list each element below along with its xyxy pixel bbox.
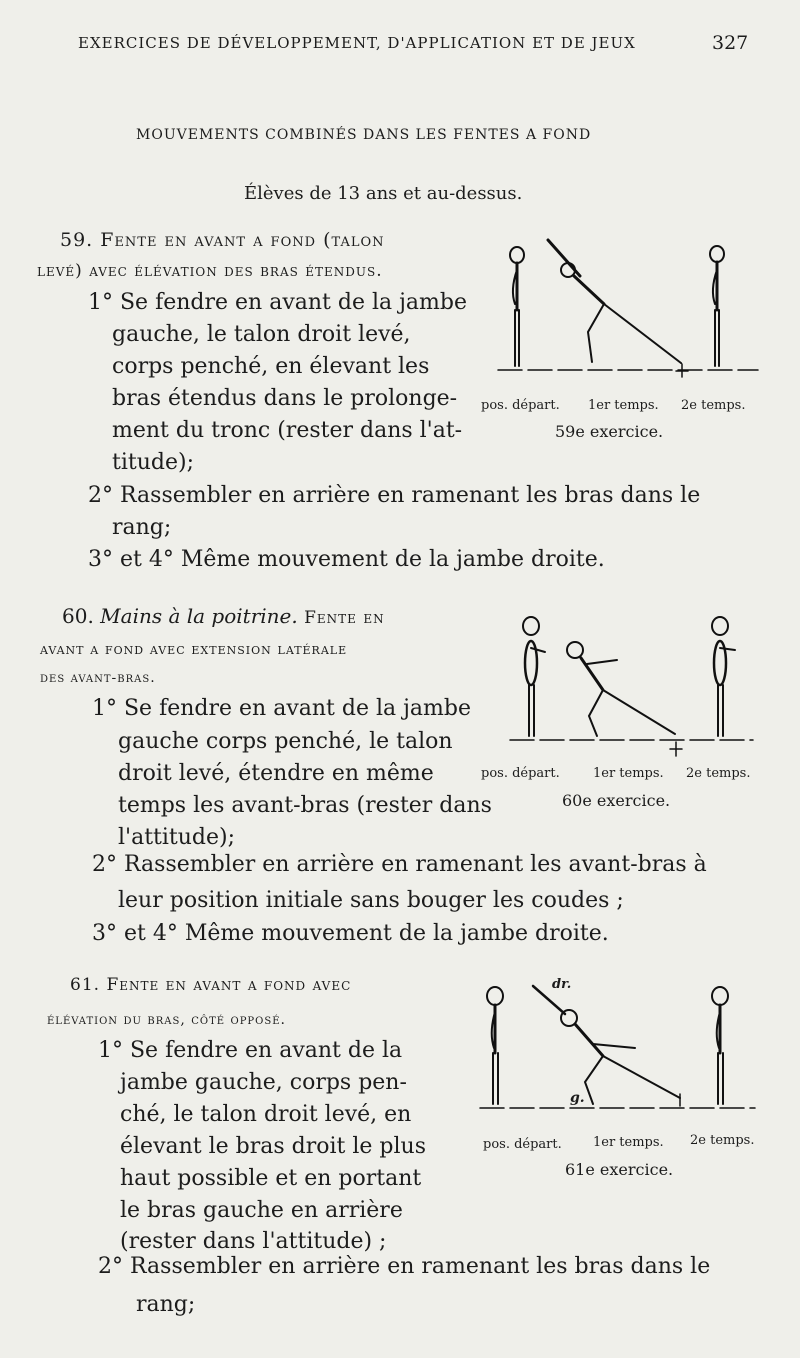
ex61-label-first: 1er temps. [593,1135,664,1150]
ex61-heading-1: 61. Fente en avant a fond avec [70,975,352,995]
ex60-heading-line-1 [62,604,385,628]
ex59-label-start: pos. départ. [481,398,560,413]
ex60-line-3: droit levé, étendre en même [118,761,434,786]
ex61-line-8: 2° Rassembler en arrière en ramenant les bras dans le [98,1254,711,1279]
ex60-line-5: l'attitude); [118,825,236,850]
ex59-line-4: bras étendus dans le prolonge- [112,386,458,411]
section-subtitle: Élèves de 13 ans et au-dessus. [244,183,523,204]
ex61-label-start: pos. départ. [483,1137,562,1152]
ex60-figure-illustration [505,608,760,758]
ex61-caption: 61e exercice. [565,1160,674,1179]
running-title: EXERCICES DE DÉVELOPPEMENT, D'APPLICATION ET DE JEUX [78,34,636,52]
ex60-line-1: 1° Se fendre en avant de la jambe [92,696,472,721]
ex60-caption: 60e exercice. [562,791,671,810]
ex60-heading-1-rest: Fente en [304,608,385,628]
ex60-line-6: 2° Rassembler en arrière en ramenant les avant-bras à [92,852,707,877]
ex59-line-2: gauche, le talon droit levé, [112,322,411,347]
ex61-line-4: élevant le bras droit le plus [120,1134,427,1159]
ex60-label-second: 2e temps. [686,766,751,781]
ex61-line-5: haut possible et en portant [120,1166,422,1191]
ex60-line-7: leur position initiale sans bouger les coudes ; [118,888,624,913]
section-title: MOUVEMENTS COMBINÉS DANS LES FENTES A FOND [136,127,592,143]
ex59-line-9: 3° et 4° Même mouvement de la jambe droite. [88,547,605,572]
ex61-line-9: rang; [136,1292,196,1317]
ex59-line-7: 2° Rassembler en arrière en ramenant les bras dans le [88,483,701,508]
ex60-line-2: gauche corps penché, le talon [118,729,453,754]
ex61-line-2: jambe gauche, corps pen- [120,1070,407,1095]
ex61-line-3: ché, le talon droit levé, en [120,1102,412,1127]
ex61-line-1: 1° Se fendre en avant de la [98,1038,403,1063]
ex59-line-8: rang; [112,515,172,540]
ex61-figure-illustration [475,978,760,1113]
ex59-heading-1: 59. Fente en avant a fond (talon [60,229,385,251]
ex60-line-8: 3° et 4° Même mouvement de la jambe droite. [92,921,609,946]
ex60-label-first: 1er temps. [593,766,664,781]
ex61-heading-2: élévation du bras, côté opposé. [47,1012,286,1028]
ex59-figure-illustration [488,232,768,387]
ex59-label-first: 1er temps. [588,398,659,413]
ex60-line-4: temps les avant-bras (rester dans [118,793,492,818]
ex59-line-3: corps penché, en élevant les [112,354,430,379]
ex60-number: 60. [62,604,94,628]
ex61-line-7: (rester dans l'attitude) ; [120,1229,387,1254]
ex61-mark-dr: dr. [552,977,572,992]
ex61-mark-g: g. [570,1090,585,1106]
page-number: 327 [712,32,749,54]
ex61-label-second: 2e temps. [690,1133,755,1148]
ex59-heading-2: levé) avec élévation des bras étendus. [37,261,383,281]
ex60-heading-2: avant a fond avec extension latérale [40,640,348,658]
ex61-line-6: le bras gauche en arrière [120,1198,403,1223]
ex59-line-6: titude); [112,450,194,475]
ex60-label-start: pos. départ. [481,766,560,781]
ex59-line-1: 1° Se fendre en avant de la jambe [88,290,468,315]
ex59-label-second: 2e temps. [681,398,746,413]
ex60-italic-title: Mains à la poitrine. [100,604,298,628]
ex60-heading-3: des avant-bras. [40,670,156,686]
ex59-caption: 59e exercice. [555,422,664,441]
ex59-line-5: ment du tronc (rester dans l'at- [112,418,463,443]
